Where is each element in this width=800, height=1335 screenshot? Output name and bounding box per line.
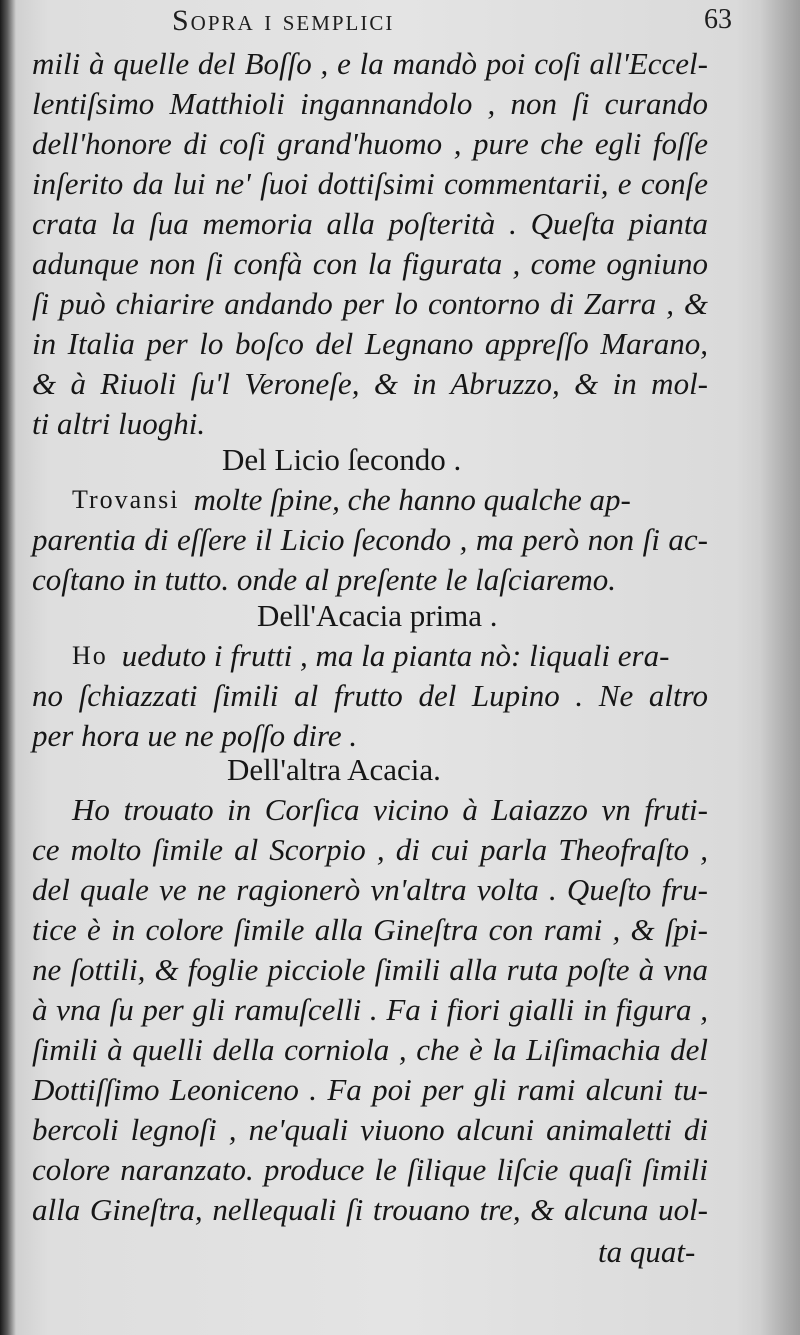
text-line: ti altri luoghi. [32,406,206,441]
text-line: lentiſsimo Matthioli ingannandolo , non ſi curando [32,86,708,121]
text-line: ce molto ſimile al Scorpio , di cui parla Theofraſto , [32,832,708,867]
text-line: inſerito da lui ne' ſuoi dottiſsimi commentarii, e conſe [32,166,708,201]
section-heading: Dell'altra Acacia. [227,752,441,787]
text-line: adunque non ſi confà con la figurata , come ogniuno [32,246,708,281]
text-line: bercoli legnoſi , ne'quali viuono alcuni animaletti di [32,1112,708,1147]
text-line: molte ſpine, che hanno qualche ap- [193,482,631,517]
lead-word: Trovansi [72,485,180,514]
text-line: colore naranzato. produce le ſilique liſcie quaſi ſimili [32,1152,708,1187]
running-head: Sopra i semplici [172,4,395,37]
text-line: dell'honore di coſi grand'huomo , pure che egli foſſe [32,126,708,161]
paragraph-first-line [72,480,708,520]
page-header [172,4,772,44]
page-number: 63 [704,4,732,35]
text-line: mili à quelle del Boſſo , e la mandò poi coſi all'Eccel- [32,46,708,81]
catchword: ta quat- [598,1234,696,1269]
text-line: ſimili à quelli della corniola , che è la Liſimachia del [32,1032,708,1067]
paragraph-first-line [72,636,708,676]
page-gutter-shadow [0,0,16,1335]
text-line: ſi può chiarire andando per lo contorno di Zarra , & [32,286,708,321]
text-line: à vna ſu per gli ramuſcelli . Fa i fiori gialli in figura , [32,992,708,1027]
text-line: & à Riuoli ſu'l Veroneſe, & in Abruzzo, & in mol- [32,366,708,401]
page-edge-shadow [760,0,800,1335]
text-line: no ſchiazzati ſimili al frutto del Lupino . Ne altro [32,678,708,713]
text-line: parentia di eſſere il Licio ſecondo , ma però non ſi ac- [32,522,708,557]
section-heading: Dell'Acacia prima . [257,598,498,633]
text-line: coſtano in tutto. onde al preſente le laſciaremo. [32,562,617,597]
lead-word: Ho [72,641,108,670]
text-line: tice è in colore ſimile alla Gineſtra con rami , & ſpi- [32,912,708,947]
text-line: per hora ue ne poſſo dire . [32,718,358,753]
text-line: Dottiſſimo Leoniceno . Fa poi per gli rami alcuni tu- [32,1072,708,1107]
text-line: Ho trouato in Corſica vicino à Laiazzo vn fruti- [72,792,708,827]
text-line: ueduto i frutti , ma la pianta nò: liquali era- [121,638,670,673]
text-line: ne ſottili, & foglie picciole ſimili alla ruta poſte à vna [32,952,708,987]
section-heading: Del Licio ſecondo . [222,442,462,477]
text-line: alla Gineſtra, nellequali ſi trouano tre, & alcuna uol- [32,1192,708,1227]
text-line: del quale ve ne ragionerò vn'altra volta . Queſto fru- [32,872,708,907]
text-line: crata la ſua memoria alla poſterità . Queſta pianta [32,206,708,241]
text-line: in Italia per lo boſco del Legnano appreſſo Marano, [32,326,708,361]
